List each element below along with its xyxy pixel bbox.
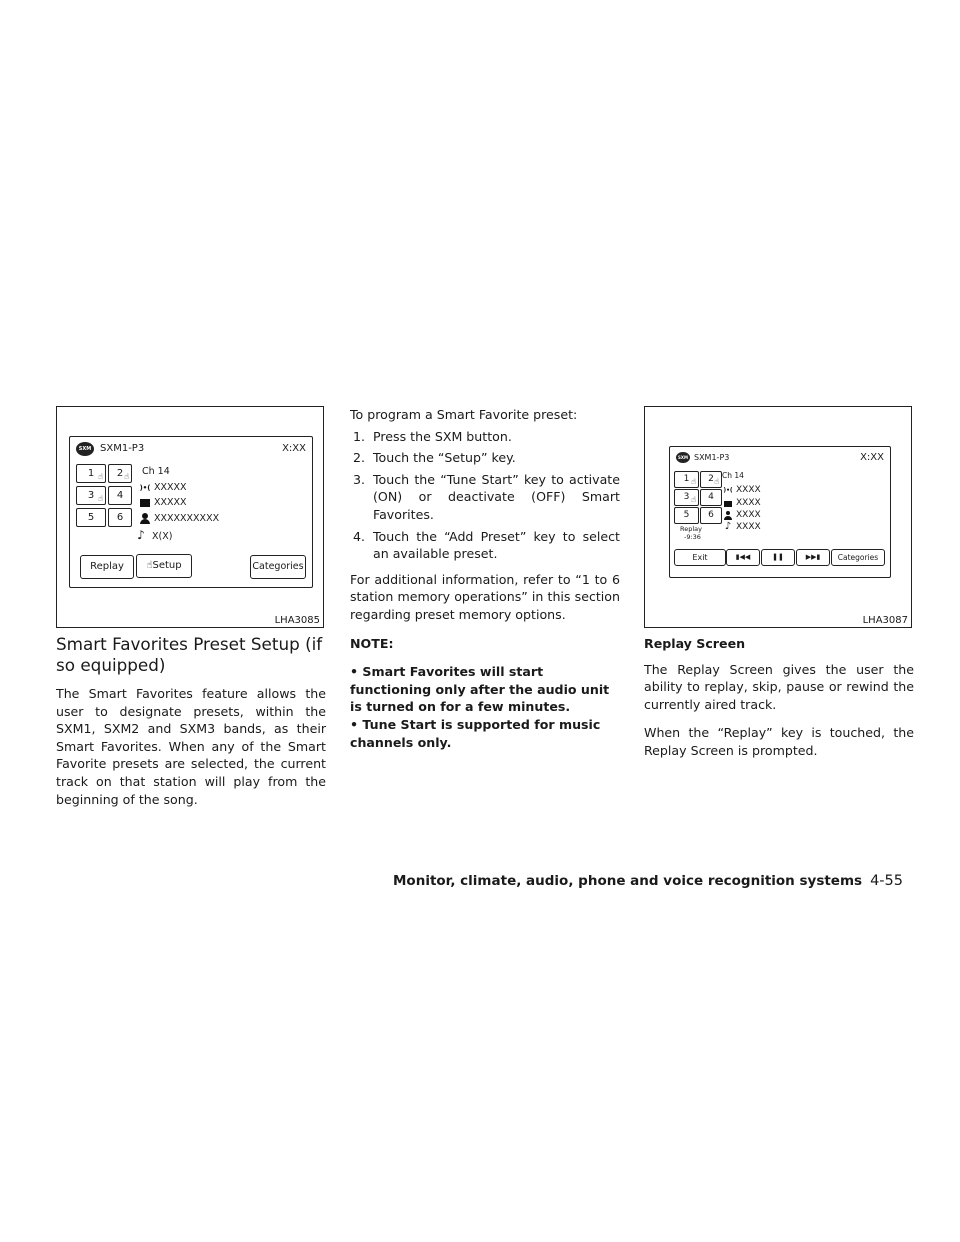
- category-text: XXXX: [736, 498, 761, 508]
- step-text: Touch the “Tune Start” key to activate (ON) or deactivate (OFF) Smart Favorites.: [373, 471, 620, 522]
- exit-button[interactable]: Exit: [674, 549, 726, 566]
- skip-forward-button[interactable]: [796, 549, 830, 566]
- tap-icon: ☝: [98, 494, 103, 503]
- skip-back-icon: ▮◀◀: [735, 553, 751, 561]
- step-text: Touch the “Add Preset” key to select an available preset.: [373, 528, 620, 562]
- setup-button[interactable]: [136, 554, 192, 578]
- left-column: [56, 406, 326, 819]
- page-footer: [393, 873, 903, 889]
- right-column: [644, 406, 914, 771]
- channel-label: Ch 14: [142, 466, 170, 477]
- tap-icon: ☝: [98, 472, 103, 481]
- artist-text: XXXX: [736, 485, 761, 495]
- list-item: [350, 471, 620, 524]
- preset-label: 1: [87, 468, 95, 479]
- folder-icon: [724, 501, 732, 507]
- track-text: X(X): [152, 531, 173, 542]
- person-icon: [140, 513, 150, 524]
- song-text: XXXXXXXXXX: [154, 513, 220, 524]
- tap-icon: ☝: [691, 477, 696, 486]
- replay-paragraph: When the “Replay” key is touched, the Replay Screen is prompted.: [644, 725, 914, 758]
- preset-button-3[interactable]: [76, 486, 106, 505]
- artist-text: XXXXX: [154, 482, 187, 493]
- preset-label: 2: [708, 474, 714, 484]
- preset-button-1[interactable]: [76, 464, 106, 483]
- note-heading: NOTE:: [350, 635, 394, 651]
- step-text: Press the SXM button.: [373, 428, 512, 444]
- preset-button-2[interactable]: [108, 464, 132, 483]
- preset-button-2[interactable]: [700, 471, 722, 488]
- section-title: Smart Favorites Preset Setup (if so equipped): [56, 634, 323, 675]
- categories-button[interactable]: Categories: [250, 555, 306, 579]
- tap-icon: ☝: [146, 560, 153, 571]
- category-text: XXXXX: [154, 497, 187, 508]
- music-note-icon: ♪: [724, 521, 732, 532]
- replay-time: -9:36: [684, 533, 701, 541]
- step-number: 3.: [353, 471, 366, 487]
- procedure-steps: [350, 428, 620, 563]
- note-item: • Smart Favorites will start functioning only after the audio unit is turned on for a few minutes.: [350, 664, 610, 715]
- procedure-intro: To program a Smart Favorite preset:: [350, 407, 578, 422]
- preset-button-6[interactable]: 6: [108, 508, 132, 527]
- pause-icon: ❚❚: [772, 553, 784, 561]
- setup-label: Setup: [152, 560, 182, 571]
- tap-icon: ☝: [714, 477, 719, 486]
- figure-id: LHA3085: [274, 615, 320, 626]
- skip-forward-icon: ▶▶▮: [805, 553, 821, 561]
- pause-button[interactable]: [761, 549, 795, 566]
- tap-icon: ☝: [691, 495, 696, 504]
- preset-button-5[interactable]: 5: [76, 508, 106, 527]
- step-number: 4.: [353, 528, 366, 544]
- sxm-logo-icon: SXM: [676, 452, 690, 463]
- track-text: XXXX: [736, 522, 761, 532]
- preset-button-4[interactable]: 4: [108, 486, 132, 505]
- channel-label: Ch 14: [722, 471, 744, 480]
- preset-button-4[interactable]: 4: [700, 489, 722, 506]
- screen-title: SXM1-P3: [100, 443, 145, 454]
- list-item: [350, 449, 620, 467]
- note-item: • Tune Start is supported for music channels only.: [350, 716, 601, 750]
- figure-smart-favorites-screen: [56, 406, 324, 628]
- categories-button[interactable]: Categories: [831, 549, 885, 566]
- additional-info: For additional information, refer to “1 to 6 station memory operations” in this section regarding preset memory options.: [350, 571, 620, 622]
- preset-button-1[interactable]: [674, 471, 699, 488]
- sxm-logo-icon: SXM: [76, 442, 94, 456]
- section-paragraph: The Smart Favorites feature allows the user to designate presets, within the SXM1, SXM2 and SXM3 bands, as their Smart Favorites. When any of the Smart Favorite presets are selected, the current track on that station will play from the beginning of the song.: [56, 686, 326, 807]
- list-item: [350, 528, 620, 563]
- preset-label: 1: [683, 474, 690, 484]
- song-text: XXXX: [736, 510, 761, 520]
- step-number: 1.: [353, 428, 366, 444]
- middle-column: [350, 406, 620, 751]
- preset-label: 3: [683, 492, 690, 502]
- person-icon: [724, 511, 732, 520]
- music-note-icon: ♪: [137, 528, 145, 542]
- signal-icon: )•(: [723, 487, 733, 494]
- replay-screen-illustration: [669, 446, 891, 578]
- preset-label: 2: [116, 468, 124, 479]
- screen-time: X:XX: [860, 452, 884, 463]
- step-number: 2.: [353, 450, 366, 466]
- screen-title: SXM1-P3: [694, 453, 730, 462]
- list-item: [350, 428, 620, 446]
- replay-heading: Replay Screen: [644, 636, 746, 651]
- page-number: 4-55: [870, 873, 903, 889]
- screen-time: X:XX: [282, 443, 306, 454]
- folder-icon: [140, 499, 150, 507]
- footer-section-title: Monitor, climate, audio, phone and voice recognition systems: [393, 873, 863, 889]
- signal-icon: )•(: [139, 484, 151, 492]
- preset-button-6[interactable]: 6: [700, 507, 722, 524]
- tap-icon: ☝: [124, 472, 129, 481]
- replay-button[interactable]: Replay: [80, 555, 134, 579]
- preset-button-3[interactable]: [674, 489, 699, 506]
- step-text: Touch the “Setup” key.: [373, 450, 516, 466]
- replay-label: Replay: [680, 525, 702, 533]
- preset-button-5[interactable]: 5: [674, 507, 699, 524]
- replay-paragraph: The Replay Screen gives the user the ability to replay, skip, pause or rewind the currently aired track.: [644, 661, 914, 712]
- figure-id: LHA3087: [862, 615, 908, 626]
- figure-replay-screen: [644, 406, 912, 628]
- audio-screen-illustration: [69, 436, 313, 588]
- preset-label: 3: [87, 490, 95, 501]
- skip-back-button[interactable]: [726, 549, 760, 566]
